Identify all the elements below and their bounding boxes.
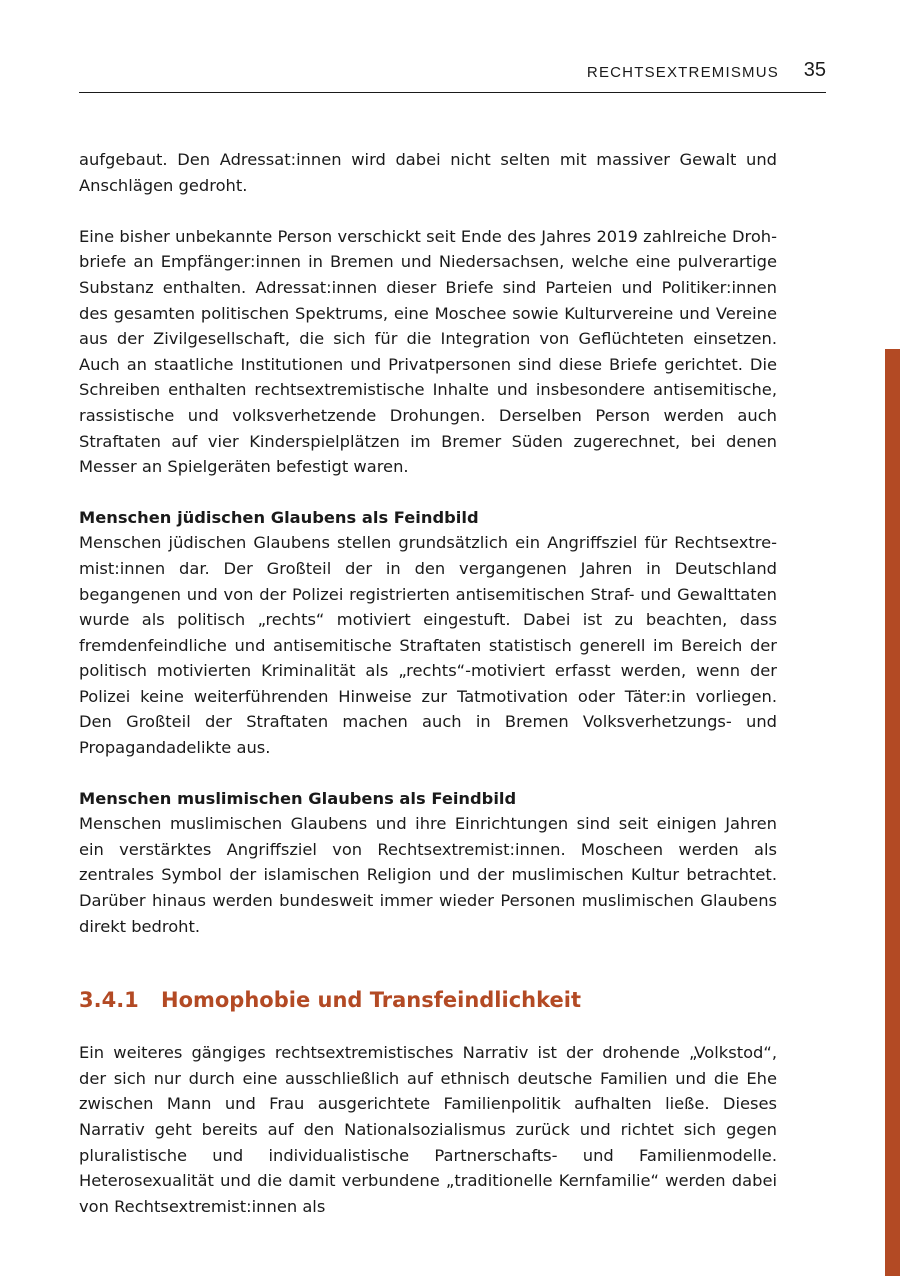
subheading-muslim-faith: Menschen muslimischen Glaubens als Feindbild — [79, 788, 517, 808]
page-header — [79, 58, 826, 93]
section-title: Homophobie und Transfeindlichkeit — [161, 988, 581, 1013]
section-heading — [79, 985, 777, 1015]
paragraph-muslim-faith: Menschen muslimischen Glaubens und ihre Einrichtungen sind seit einigen Jahren ein verstärktes Angriffsziel von Rechtsextremist:innen. Moscheen werden als zentrales Symbol der islamischen Religion und der muslimischen Kultur betrachtet. Darüber hinaus werden bundesweit immer wieder Personen muslimischen Glaubens direkt bedroht. — [79, 814, 777, 936]
chapter-marker-bar — [885, 349, 900, 1276]
running-title: RECHTSEXTREMISMUS — [586, 64, 779, 81]
paragraph-jewish-faith: Menschen jüdischen Glaubens stellen grundsätzlich ein Angriffsziel für Rechtsextremist:innen dar. Der Großteil der in den vergangenen Jahren in Deutschland begangenen und von der Polizei registrierten antisemitischen Straf- und Gewalttaten wurde als politisch „rechts“ motiviert eingestuft. Dabei ist zu beachten, dass fremdenfeindliche und antisemitische Straftaten statistisch generell im Bereich der politisch motivierten Kriminalität als „rechts“-motiviert erfasst werden, wenn der Polizei keine weiterführenden Hinweise zur Tatmotivation oder Täter:in vorliegen. Den Großteil der Straftaten machen auch in Bremen Volksverhetzungs- und Propagandadelikte aus. — [79, 533, 777, 758]
page-body — [79, 147, 777, 1219]
page-number: 35 — [803, 59, 826, 81]
paragraph-intro: aufgebaut. Den Adressat:innen wird dabei nicht selten mit massiver Gewalt und Anschlägen gedroht. — [79, 150, 777, 195]
subheading-jewish-faith: Menschen jüdischen Glaubens als Feindbild — [79, 507, 479, 527]
paragraph-homophobia: Ein weiteres gängiges rechtsextremistisches Narrativ ist der drohende „Volkstod“, der sich nur durch eine ausschließlich auf ethnisch deutsche Familien und die Ehe zwischen Mann und Frau ausgerichtete Familienpolitik aufhalten ließe. Dieses Narrativ geht bereits auf den Nationalsozialismus zurück und richtet sich gegen pluralistische und individualistische Partnerschafts- und Familienmodelle. Heterosexualität und die damit verbundene „traditionelle Kernfamilie“ werden dabei von Rechtsextremist:innen als — [79, 1043, 777, 1216]
section-number: 3.4.1 — [79, 988, 139, 1013]
paragraph-threat-letters: Eine bisher unbekannte Person verschickt seit Ende des Jahres 2019 zahlreiche Drohbriefe an Empfänger:innen in Bremen und Niedersachsen, welche eine pulverartige Substanz enthalten. Adressat:innen dieser Briefe sind Parteien und Politiker:innen des gesamten politischen Spektrums, eine Moschee sowie Kulturvereine und Vereine aus der Zivilgesellschaft, die sich für die Integration von Geflüchteten einsetzen. Auch an staatliche Institutionen und Privatpersonen sind diese Briefe gerichtet. Die Schreiben enthalten rechtsextremistische Inhalte und insbesondere antisemitische, rassistische und volksverhetzende Drohungen. Derselben Person werden auch Straftaten auf vier Kinderspielplätzen im Bremer Süden zugerechnet, bei denen Messer an Spielgeräten befestigt waren. — [79, 226, 777, 477]
